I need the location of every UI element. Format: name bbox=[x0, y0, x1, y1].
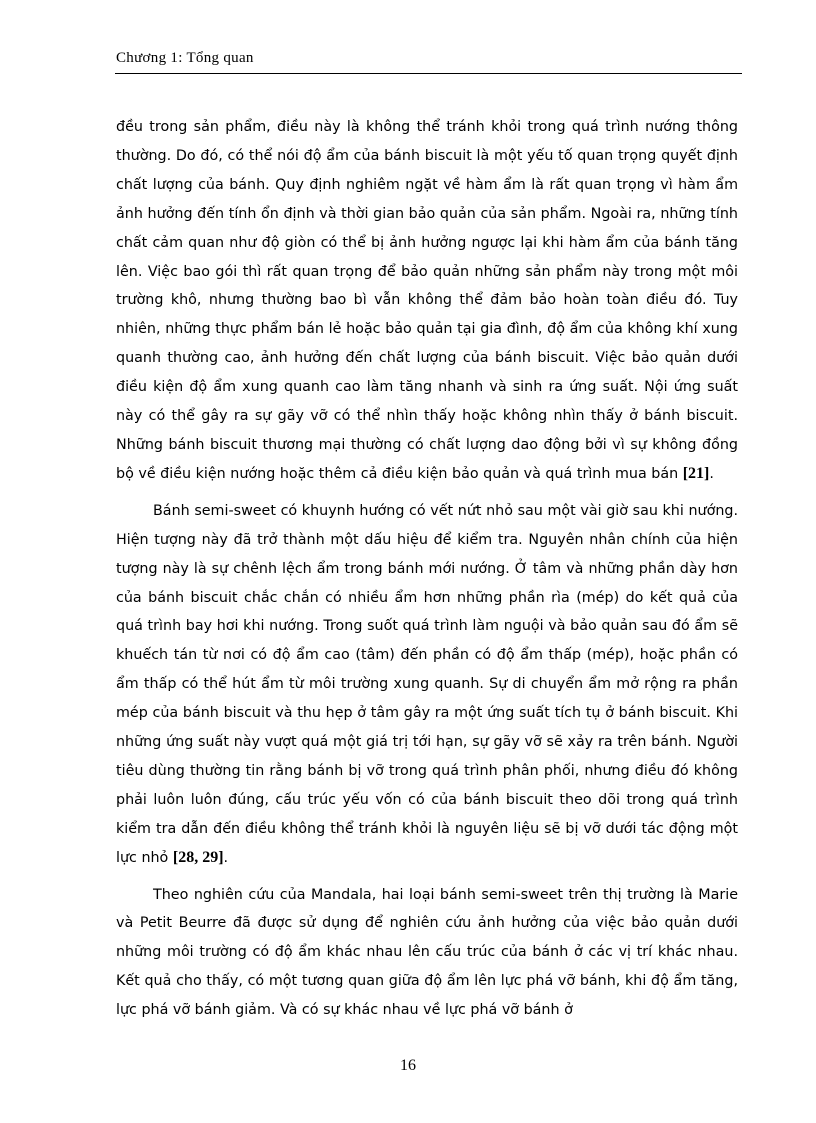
paragraph-text: Bánh semi-sweet có khuynh hướng có vết nứt nhỏ sau một vài giờ sau khi nướng. Hiện tượng này đã trở thành một dấu hiệu để kiểm tra. Nguyên nhân chính của hiện tượng này là sự chênh lệch ẩm trong bánh mới nướng. Ở tâm và những phần dày hơn của bánh biscuit chắc chắn có nhiều ẩm hơn những phần rìa (mép) do kết quả của quá trình bay hơi khi nướng. Trong suốt quá trình làm nguội và bảo quản sau đó ẩm sẽ khuếch tán từ nơi có độ ẩm cao (tâm) đến phần có độ ẩm thấp (mép), hoặc phần có ẩm thấp có thể hút ẩm từ môi trường xung quanh. Sự di chuyển ẩm mở rộng ra phần mép của bánh biscuit và thu hẹp ở tâm gây ra một ứng suất tích tụ ở bánh biscuit. Khi những ứng suất này vượt quá một giá trị tới hạn, sự gãy vỡ sẽ xảy ra trên bánh. Người tiêu dùng thường tin rằng bánh bị vỡ trong quá trình phân phối, nhưng điều đó không phải luôn luôn đúng, cấu trúc yếu vốn có của bánh biscuit theo dõi trong quá trình kiểm tra dẫn đến điều không thể tránh khỏi là nguyên liệu sẽ bị vỡ dưới tác động một lực nhỏ bbox=[116, 502, 738, 866]
paragraph-text: Theo nghiên cứu của Mandala, hai loại bánh semi-sweet trên thị trường là Marie và Petit Beurre đã được sử dụng để nghiên cứu ảnh hưởng của việc bảo quản dưới những môi trường có độ ẩm khác nhau lên cấu trúc của bánh ở các vị trí khác nhau. Kết quả cho thấy, có một tương quan giữa độ ẩm lên lực phá vỡ bánh, khi độ ẩm tăng, lực phá vỡ bánh giảm. Và có sự khác nhau về lực phá vỡ bánh ở bbox=[116, 886, 738, 1019]
body-text bbox=[116, 113, 738, 1025]
paragraph-mandala bbox=[116, 881, 738, 1026]
sentence-end: . bbox=[223, 849, 229, 866]
paragraph-semi-sweet bbox=[116, 497, 738, 873]
paragraph-text: đều trong sản phẩm, điều này là không thể tránh khỏi trong quá trình nướng thông thường. Do đó, có thể nói độ ẩm của bánh biscuit là một yếu tố quan trọng quyết định chất lượng của bánh. Quy định nghiêm ngặt về hàm ẩm là rất quan trọng vì hàm ẩm ảnh hưởng đến tính ổn định và thời gian bảo quản của sản phẩm. Ngoài ra, những tính chất cảm quan như độ giòn có thể bị ảnh hưởng ngược lại khi hàm ẩm của bánh tăng lên. Việc bao gói thì rất quan trọng để bảo quản những sản phẩm này trong một môi trường khô, nhưng thường bao bì vẫn không thể đảm bảo hoàn toàn điều đó. Tuy nhiên, những thực phẩm bán lẻ hoặc bảo quản tại gia đình, độ ẩm của không khí xung quanh thường cao, ảnh hưởng đến chất lượng của bánh biscuit. Việc bảo quản dưới điều kiện độ ẩm xung quanh cao làm tăng nhanh và sinh ra ứng suất. Nội ứng suất này có thể gây ra sự gãy vỡ có thể nhìn thấy hoặc không nhìn thấy ở bánh biscuit. Những bánh biscuit thương mại thường có chất lượng dao động bởi vì sự không đồng bộ về điều kiện nướng hoặc thêm cả điều kiện bảo quản và quá trình mua bán bbox=[116, 119, 738, 482]
running-header: Chương 1: Tổng quan bbox=[116, 50, 254, 66]
paragraph-continuation bbox=[116, 113, 738, 489]
citation-ref: [28, 29] bbox=[172, 848, 224, 866]
header-divider bbox=[115, 73, 742, 74]
citation-ref: [21] bbox=[682, 464, 710, 482]
page-number: 16 bbox=[400, 1057, 416, 1074]
sentence-end: . bbox=[709, 465, 714, 482]
